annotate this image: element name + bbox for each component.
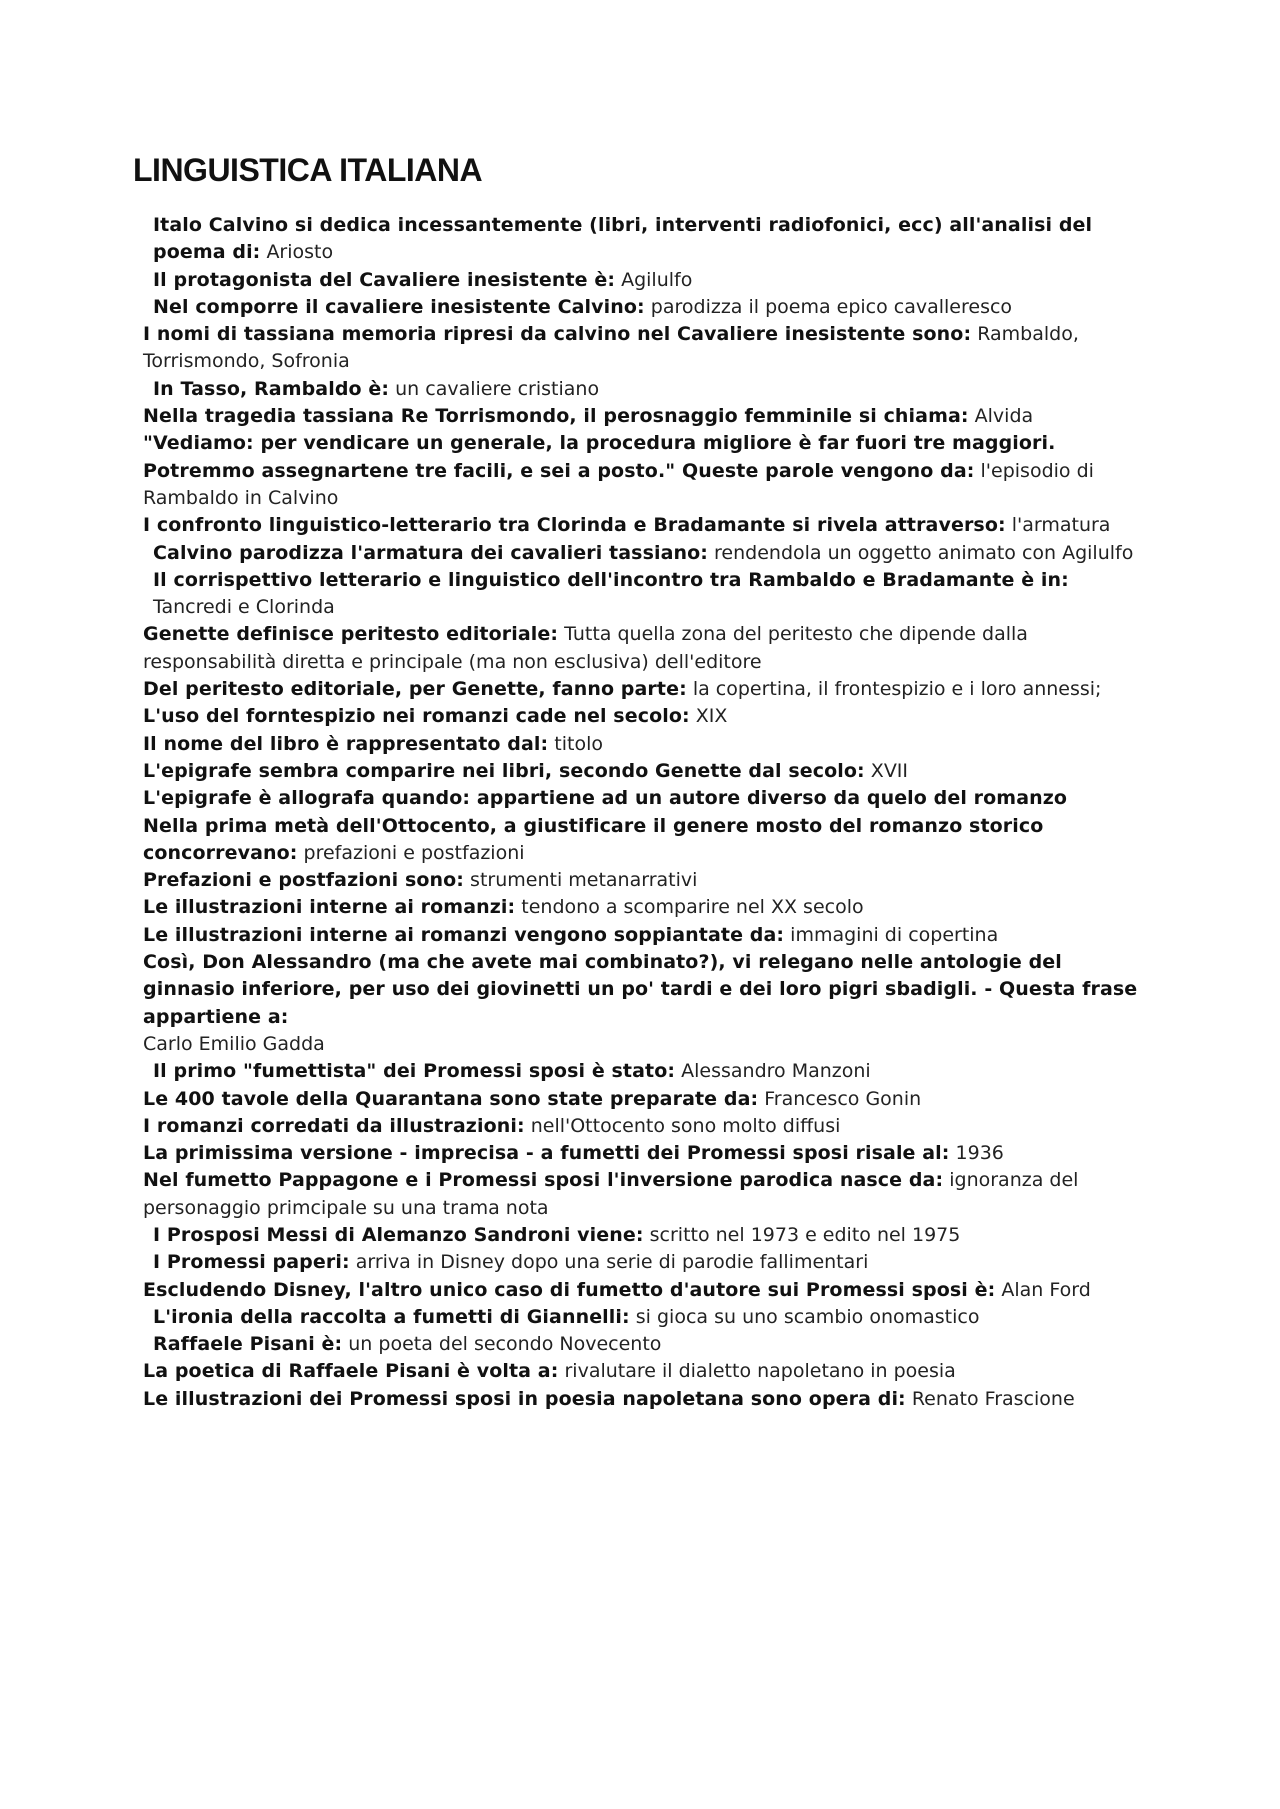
question-text: Nel fumetto Pappagone e i Promessi sposi l'inversione parodica nasce da:: [143, 1169, 944, 1192]
qa-item: [143, 1386, 1143, 1413]
qa-item: [143, 212, 1143, 267]
qa-item: [143, 867, 1143, 894]
question-text: Così, Don Alessandro (ma che avete mai combinato?), vi relegano nelle antologie del ginnasio inferiore, per uso dei giovinetti un po' tardi e dei loro pigri sbadigli. - Questa frase appartiene a:: [143, 951, 1138, 1028]
qa-item: [143, 785, 1143, 812]
qa-item: [143, 1113, 1143, 1140]
question-text: Italo Calvino si dedica incessantemente (libri, interventi radiofonici, ecc) all'analisi del poema di:: [153, 214, 1093, 264]
answer-text: parodizza il poema epico cavalleresco: [650, 295, 1013, 318]
qa-item: [143, 1167, 1143, 1222]
question-text: I Promessi paperi:: [153, 1251, 350, 1274]
answer-text: scritto nel 1973 e edito nel 1975: [649, 1223, 961, 1246]
question-text: Escludendo Disney, l'altro unico caso di fumetto d'autore sui Promessi sposi è:: [143, 1278, 996, 1301]
question-text: Le illustrazioni dei Promessi sposi in poesia napoletana sono opera di:: [143, 1387, 906, 1410]
qa-item: [143, 1058, 1143, 1085]
document-title: LINGUISTICA ITALIANA: [133, 152, 483, 188]
qa-item: [143, 1358, 1143, 1385]
question-text: I nomi di tassiana memoria ripresi da calvino nel Cavaliere inesistente sono:: [143, 323, 972, 346]
qa-item: [143, 321, 1143, 376]
answer-text: tendono a scomparire nel XX secolo: [521, 896, 864, 919]
qa-item: [143, 267, 1143, 294]
qa-item: [143, 894, 1143, 921]
qa-item: [143, 1331, 1143, 1358]
qa-item: [143, 922, 1143, 949]
answer-text: rivalutare il dialetto napoletano in poesia: [564, 1360, 956, 1383]
qa-item: [143, 403, 1143, 430]
question-text: Nella tragedia tassiana Re Torrismondo, il perosnaggio femminile si chiama:: [143, 405, 969, 428]
qa-item: [143, 294, 1143, 321]
answer-text: strumenti metanarrativi: [470, 869, 698, 892]
question-text: Le illustrazioni interne ai romanzi vengono soppiantate da:: [143, 923, 785, 946]
answer-text: 1936: [955, 1142, 1004, 1165]
question-text: La primissima versione - imprecisa - a fumetti dei Promessi sposi risale al:: [143, 1142, 950, 1165]
qa-item: [143, 1140, 1143, 1167]
question-text: I romanzi corredati da illustrazioni:: [143, 1114, 525, 1137]
answer-text: XIX: [695, 705, 728, 728]
qa-item: [143, 813, 1143, 868]
question-text: Il protagonista del Cavaliere inesistente è:: [153, 268, 616, 291]
answer-text: arriva in Disney dopo una serie di parodie fallimentari: [355, 1251, 869, 1274]
question-text: Le illustrazioni interne ai romanzi:: [143, 896, 516, 919]
answer-text: Alan Ford: [1001, 1278, 1091, 1301]
qa-item: [143, 376, 1143, 403]
qa-list: [133, 212, 1143, 1413]
qa-item: [143, 540, 1143, 567]
question-text: L'epigrafe sembra comparire nei libri, secondo Genette dal secolo:: [143, 759, 865, 782]
question-text: Nel comporre il cavaliere inesistente Calvino:: [153, 295, 645, 318]
answer-text: XVII: [870, 759, 909, 782]
answer-text: rendendola un oggetto animato con Agilulfo: [714, 541, 1134, 564]
answer-text: ignoranza del personaggio primcipale su una trama nota: [143, 1169, 1079, 1219]
question-text: L'uso del forntespizio nei romanzi cade nel secolo:: [143, 705, 690, 728]
question-text: Il corrispettivo letterario e linguistico dell'incontro tra Rambaldo e Bradamante è in:: [153, 568, 1069, 591]
qa-item: [143, 1304, 1143, 1331]
question-text: I Prosposi Messi di Alemanzo Sandroni viene:: [153, 1223, 644, 1246]
answer-text: Tutta quella zona del peritesto che dipende dalla responsabilità diretta e principale (ma non esclusiva) dell'editore: [143, 623, 1028, 673]
question-text: Le 400 tavole della Quarantana sono state preparate da:: [143, 1087, 759, 1110]
question-text: L'ironia della raccolta a fumetti di Giannelli:: [153, 1305, 630, 1328]
answer-text: Rambaldo, Torrismondo, Sofronia: [143, 323, 1079, 373]
answer-text: Francesco Gonin: [764, 1087, 922, 1110]
answer-text: un poeta del secondo Novecento: [348, 1333, 662, 1356]
answer-text: un cavaliere cristiano: [395, 377, 600, 400]
question-text: Del peritesto editoriale, per Genette, fanno parte:: [143, 678, 687, 701]
qa-item: [143, 512, 1143, 539]
answer-text: Alvida: [974, 405, 1034, 428]
question-text: I confronto linguistico-letterario tra Clorinda e Bradamante si rivela attraverso:: [143, 514, 1006, 537]
answer-text: nell'Ottocento sono molto diffusi: [530, 1114, 841, 1137]
answer-text: titolo: [554, 732, 603, 755]
answer-text: Renato Frascione: [911, 1387, 1075, 1410]
question-text: Prefazioni e postfazioni sono:: [143, 869, 464, 892]
answer-text: l'armatura: [1011, 514, 1111, 537]
answer-text: l'episodio di Rambaldo in Calvino: [143, 459, 1094, 509]
qa-item: [143, 430, 1143, 512]
question-text: Nella prima metà dell'Ottocento, a giustificare il genere mosto del romanzo storico concorrevano:: [143, 814, 1044, 864]
answer-text: Alessandro Manzoni: [681, 1060, 871, 1083]
qa-item: [143, 949, 1143, 1058]
answer-text: prefazioni e postfazioni: [303, 841, 525, 864]
answer-text: la copertina, il frontespizio e i loro annessi;: [692, 678, 1102, 701]
question-text: Calvino parodizza l'armatura dei cavalieri tassiano:: [153, 541, 708, 564]
document-page: [133, 150, 1143, 1413]
question-text: Raffaele Pisani è:: [153, 1333, 343, 1356]
question-text: In Tasso, Rambaldo è:: [153, 377, 390, 400]
question-text: Il nome del libro è rappresentato dal:: [143, 732, 549, 755]
qa-item: [143, 758, 1143, 785]
qa-item: [143, 1222, 1143, 1249]
answer-text: immagini di copertina: [790, 923, 999, 946]
answer-text: Carlo Emilio Gadda: [143, 1032, 325, 1055]
qa-item: [143, 1249, 1143, 1276]
qa-item: [143, 703, 1143, 730]
answer-text: Tancredi e Clorinda: [153, 596, 335, 619]
question-text: Il primo "fumettista" dei Promessi sposi è stato:: [153, 1060, 676, 1083]
answer-text: Ariosto: [266, 241, 334, 264]
qa-item: [143, 1086, 1143, 1113]
answer-text: Agilulfo: [621, 268, 693, 291]
qa-item: [143, 676, 1143, 703]
qa-item: [143, 621, 1143, 676]
question-text: L'epigrafe è allografa quando: appartiene ad un autore diverso da quelo del romanzo: [143, 787, 1068, 810]
qa-item: [143, 567, 1143, 622]
qa-item: [143, 731, 1143, 758]
qa-item: [143, 1277, 1143, 1304]
question-text: Genette definisce peritesto editoriale:: [143, 623, 559, 646]
question-text: La poetica di Raffaele Pisani è volta a:: [143, 1360, 559, 1383]
question-text: "Vediamo: per vendicare un generale, la procedura migliore è far fuori tre maggiori. Potremmo assegnartene tre facili, e sei a posto." Queste parole vengono da:: [143, 432, 1056, 482]
answer-text: si gioca su uno scambio onomastico: [635, 1305, 980, 1328]
